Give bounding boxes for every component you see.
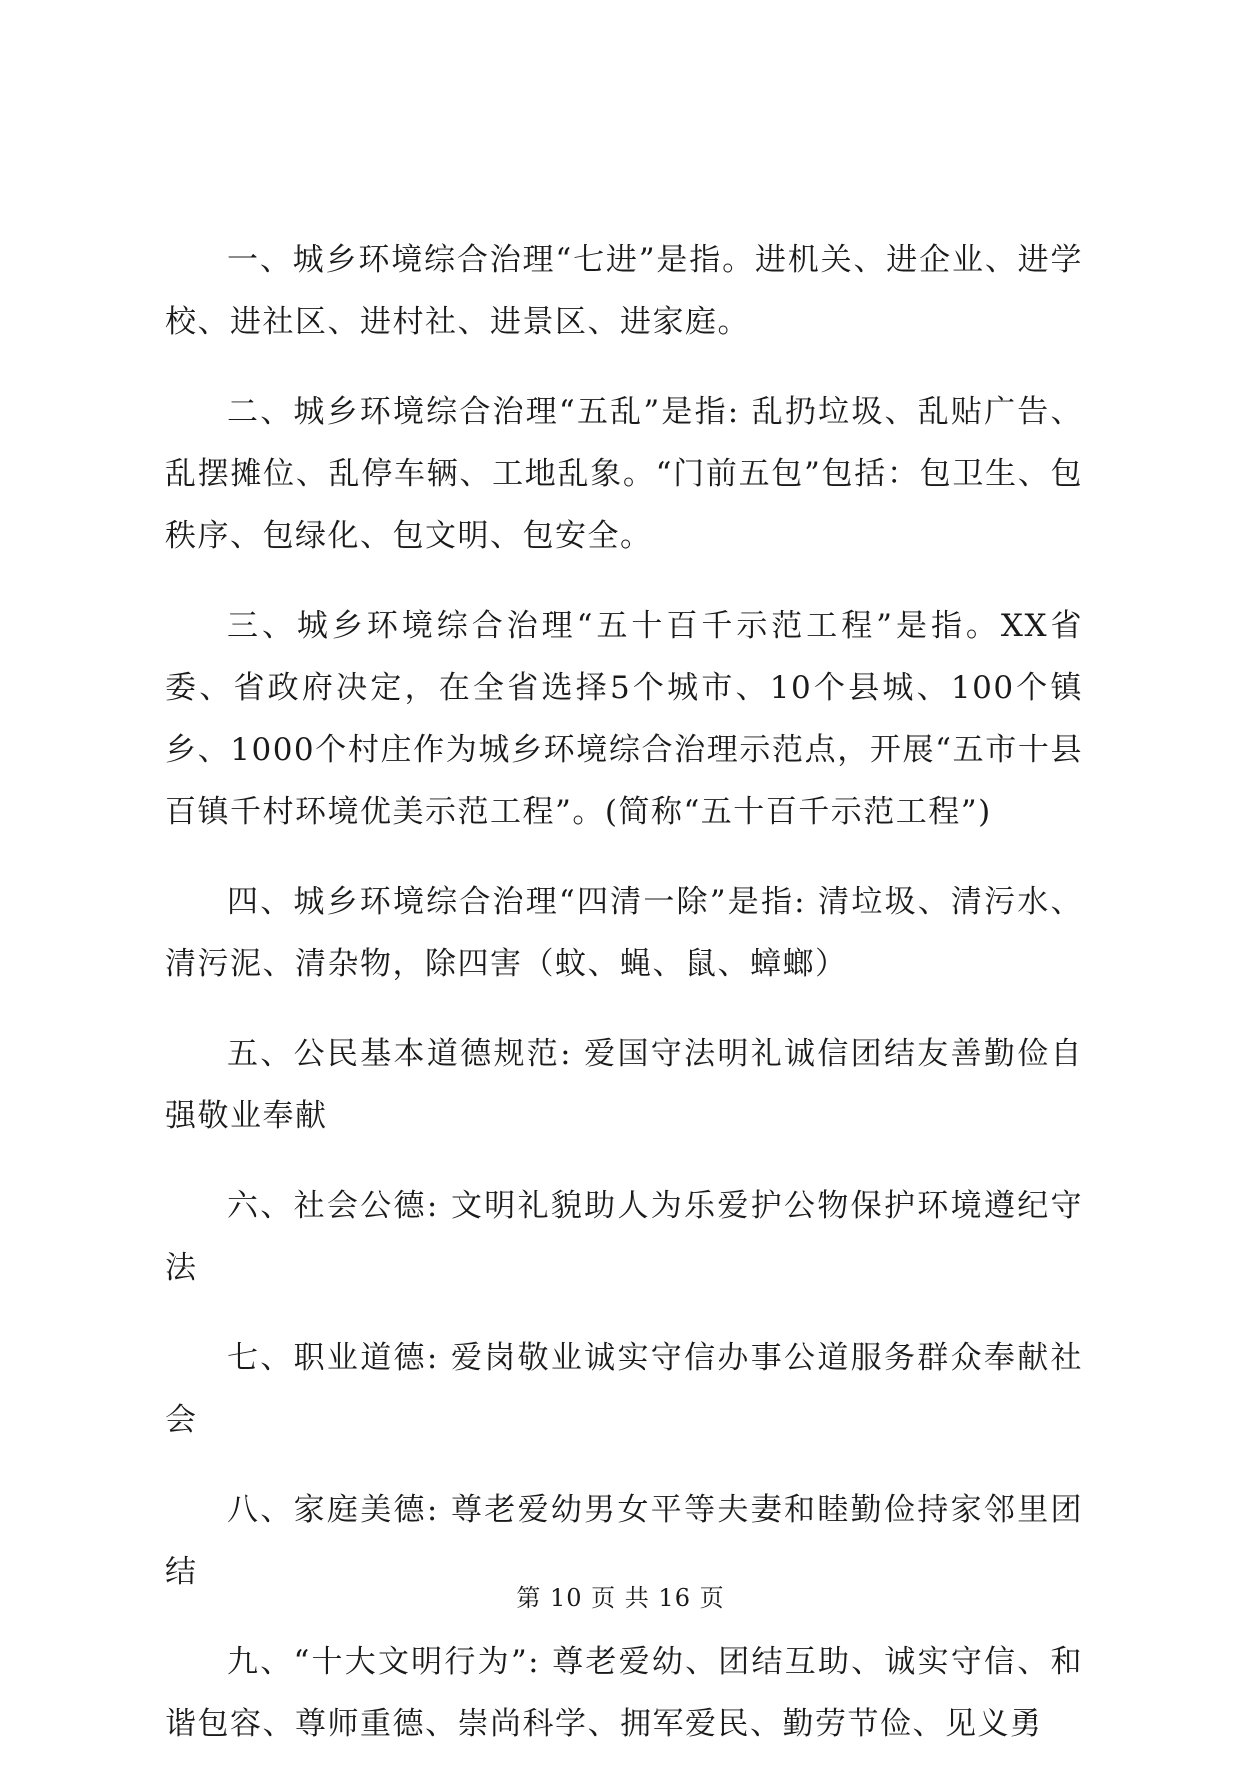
paragraph-7: 七、职业道德: 爱岗敬业诚实守信办事公道服务群众奉献社会 [165, 1340, 1083, 1438]
page-footer: 第 10 页 共 16 页 [516, 1584, 725, 1612]
paragraph-5: 五、公民基本道德规范: 爱国守法明礼诚信团结友善勤俭自强敬业奉献 [165, 1036, 1083, 1134]
paragraph-9: 九、“十大文明行为”: 尊老爱幼、团结互助、诚实守信、和谐包容、尊师重德、崇尚科学、拥军爱民、勤劳节俭、见义勇 [165, 1644, 1083, 1742]
paragraph-2: 二、城乡环境综合治理“五乱”是指: 乱扔垃圾、乱贴广告、乱摆摊位、乱停车辆、工地乱象。“门前五包”包括：包卫生、包秩序、包绿化、包文明、包安全。 [165, 394, 1083, 554]
paragraph-8: 八、家庭美德: 尊老爱幼男女平等夫妻和睦勤俭持家邻里团结 [165, 1492, 1083, 1590]
paragraph-4: 四、城乡环境综合治理“四清一除”是指: 清垃圾、清污水、清污泥、清杂物，除四害（蚊、蝇、鼠、蟑螂） [165, 884, 1083, 982]
document-body [165, 229, 1083, 1783]
paragraph-1: 一、城乡环境综合治理“七进”是指。进机关、进企业、进学校、进社区、进村社、进景区、进家庭。 [165, 242, 1083, 340]
paragraph-6: 六、社会公德: 文明礼貌助人为乐爱护公物保护环境遵纪守法 [165, 1188, 1083, 1286]
paragraph-3: 三、城乡环境综合治理“五十百千示范工程”是指。XX省委、省政府决定，在全省选择5个城市、10个县城、100个镇乡、1000个村庄作为城乡环境综合治理示范点，开展“五市十县百镇千村环境优美示范工程”。(简称“五十百千示范工程”) [165, 608, 1083, 830]
